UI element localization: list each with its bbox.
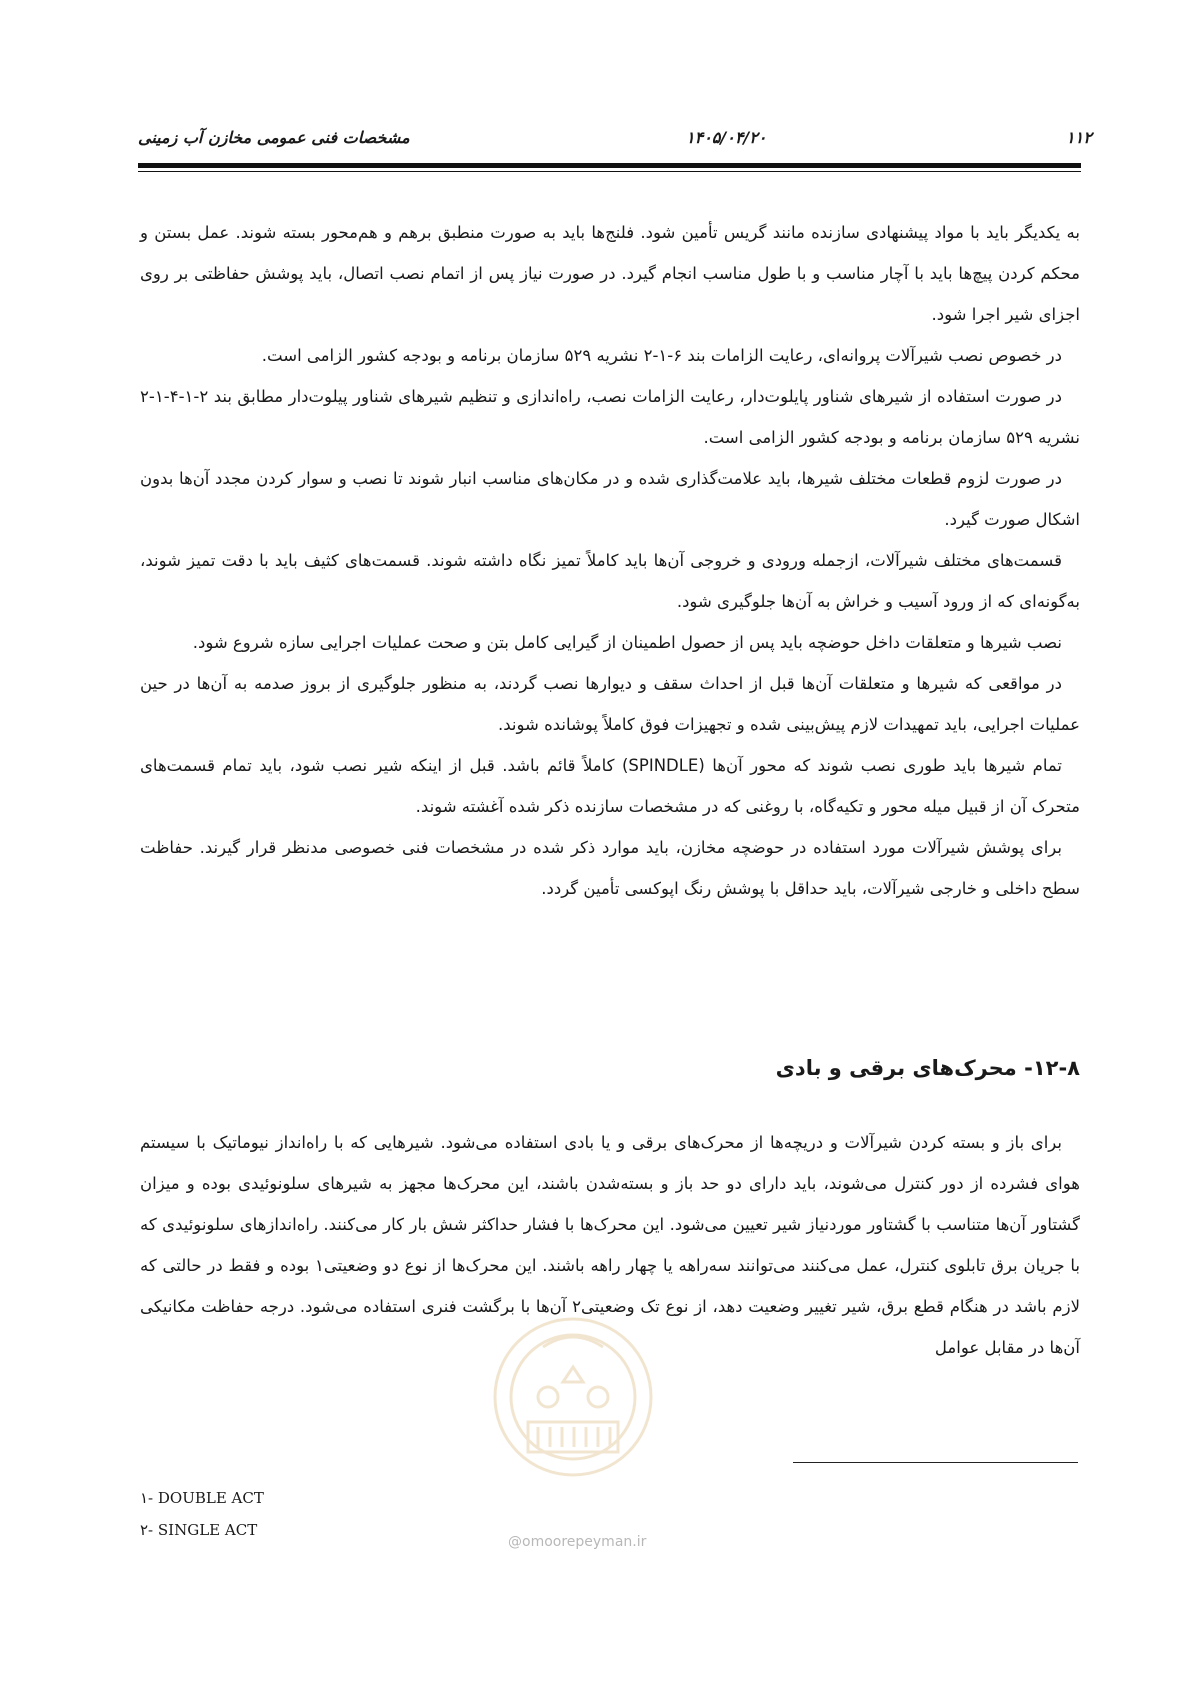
paragraph: به یکدیگر باید با مواد پیشنهادی سازنده مانند گریس تأمین شود. فلنج‌ها باید به صورت منطبق برهم و هم‌محور بسته شوند. عمل بستن و محکم کردن پیچ‌ها باید با آچار مناسب و با طول مناسب انجام گیرد. در صورت نیاز پس از اتمام نصب اتصال، باید پوشش حفاظتی بر روی اجزای شیر اجرا شود. — [140, 223, 1080, 324]
body-text — [140, 212, 1080, 909]
paragraph: در مواقعی که شیرها و متعلقات آن‌ها قبل از احداث سقف و دیوارها نصب گردند، به منظور جلوگیری از بروز صدمه به آن‌ها در حین عملیات اجرایی، باید تمهیدات لازم پیش‌بینی شده و تجهیزات فوق کاملاً پوشانده شوند. — [140, 674, 1080, 734]
watermark-seal-icon — [488, 1302, 658, 1522]
paragraph: نصب شیرها و متعلقات داخل حوضچه باید پس از حصول اطمینان از گیرایی کامل بتن و صحت عملیات اجرایی سازه شروع شود. — [192, 633, 1062, 652]
page-header — [138, 128, 1092, 152]
section-heading: ۱۲-۸- محرک‌های برقی و بادی — [775, 1056, 1080, 1080]
paragraph: تمام شیرها باید طوری نصب شوند که محور آن‌ها (SPINDLE) کاملاً قائم باشد. قبل از اینکه شیر نصب شود، باید تمام قسمت‌های متحرک آن از قبیل میله محور و تکیه‌گاه، با روغنی که در مشخصات سازنده ذکر شده آغشته شوند. — [140, 756, 1080, 816]
paragraph: برای پوشش شیرآلات مورد استفاده در حوضچه مخازن، باید موارد ذکر شده در مشخصات فنی خصوصی مدنظر قرار گیرند. حفاظت سطح داخلی و خارجی شیرآلات، باید حداقل با پوشش رنگ اپوکسی تأمین گردد. — [140, 838, 1080, 898]
footnote: ۱- DOUBLE ACT — [140, 1489, 264, 1507]
header-rule-thick — [138, 163, 1081, 168]
header-rule-thin — [138, 171, 1081, 172]
watermark-url: @omoorepeyman.ir — [508, 1534, 647, 1550]
footnotes — [140, 1482, 264, 1546]
footnote: ۲- SINGLE ACT — [140, 1521, 258, 1539]
header-date: ۱۴۰۵/۰۴/۲۰ — [686, 128, 767, 147]
paragraph: برای باز و بسته کردن شیرآلات و دریچه‌ها از محرک‌های برقی و یا بادی استفاده می‌شود. شیرهایی که با راه‌انداز نیوماتیک با سیستم هوای فشرده از دور کنترل می‌شوند، باید دارای دو حد باز و بسته‌شدن باشند، این محرک‌ها مجهز به شیرهای سلونوئیدی بوده و میزان گشتاور آن‌ها متناسب با گشتاور موردنیاز شیر تعیین می‌شود. این محرک‌ها با فشار حداکثر شش بار کار می‌کنند. راه‌اندازهای سلونوئیدی که با جریان برق تابلوی کنترل، عمل می‌کنند می‌توانند سه‌راهه یا چهار راهه باشند. این محرک‌ها از نوع دو وضعیتی۱ بوده و فقط در حالتی که لازم باشد در هنگام قطع برق، شیر تغییر وضعیت دهد، از نوع تک وضعیتی۲ آن‌ها با برگشت فنری استفاده می‌شود. درجه حفاظت مکانیکی آن‌ها در مقابل عوامل — [140, 1133, 1080, 1357]
paragraph: در صورت استفاده از شیرهای شناور پایلوت‌دار، رعایت الزامات نصب، راه‌اندازی و تنظیم شیرهای شناور پیلوت‌دار مطابق بند ۲-۱-۴-۱-۲ نشریه ۵۲۹ سازمان برنامه و بودجه کشور الزامی است. — [140, 387, 1080, 447]
paragraph: قسمت‌های مختلف شیرآلات، ازجمله ورودی و خروجی آن‌ها باید کاملاً تمیز نگاه داشته شوند. قسمت‌های کثیف باید با دقت تمیز شوند، به‌گونه‌ای که از ورود آسیب و خراش به آن‌ها جلوگیری شود. — [140, 551, 1080, 611]
paragraph: در خصوص نصب شیرآلات پروانه‌ای، رعایت الزامات بند ۶-۱-۲ نشریه ۵۲۹ سازمان برنامه و بودجه کشور الزامی است. — [261, 346, 1062, 365]
paragraph: در صورت لزوم قطعات مختلف شیرها، باید علامت‌گذاری شده و در مکان‌های مناسب انبار شوند تا نصب و سوار کردن مجدد آن‌ها بدون اشکال صورت گیرد. — [140, 469, 1080, 529]
page-number: ۱۱۲ — [1066, 128, 1092, 147]
footnote-rule — [793, 1462, 1078, 1463]
document-title: مشخصات فنی عمومی مخازن آب زمینی — [138, 128, 410, 147]
